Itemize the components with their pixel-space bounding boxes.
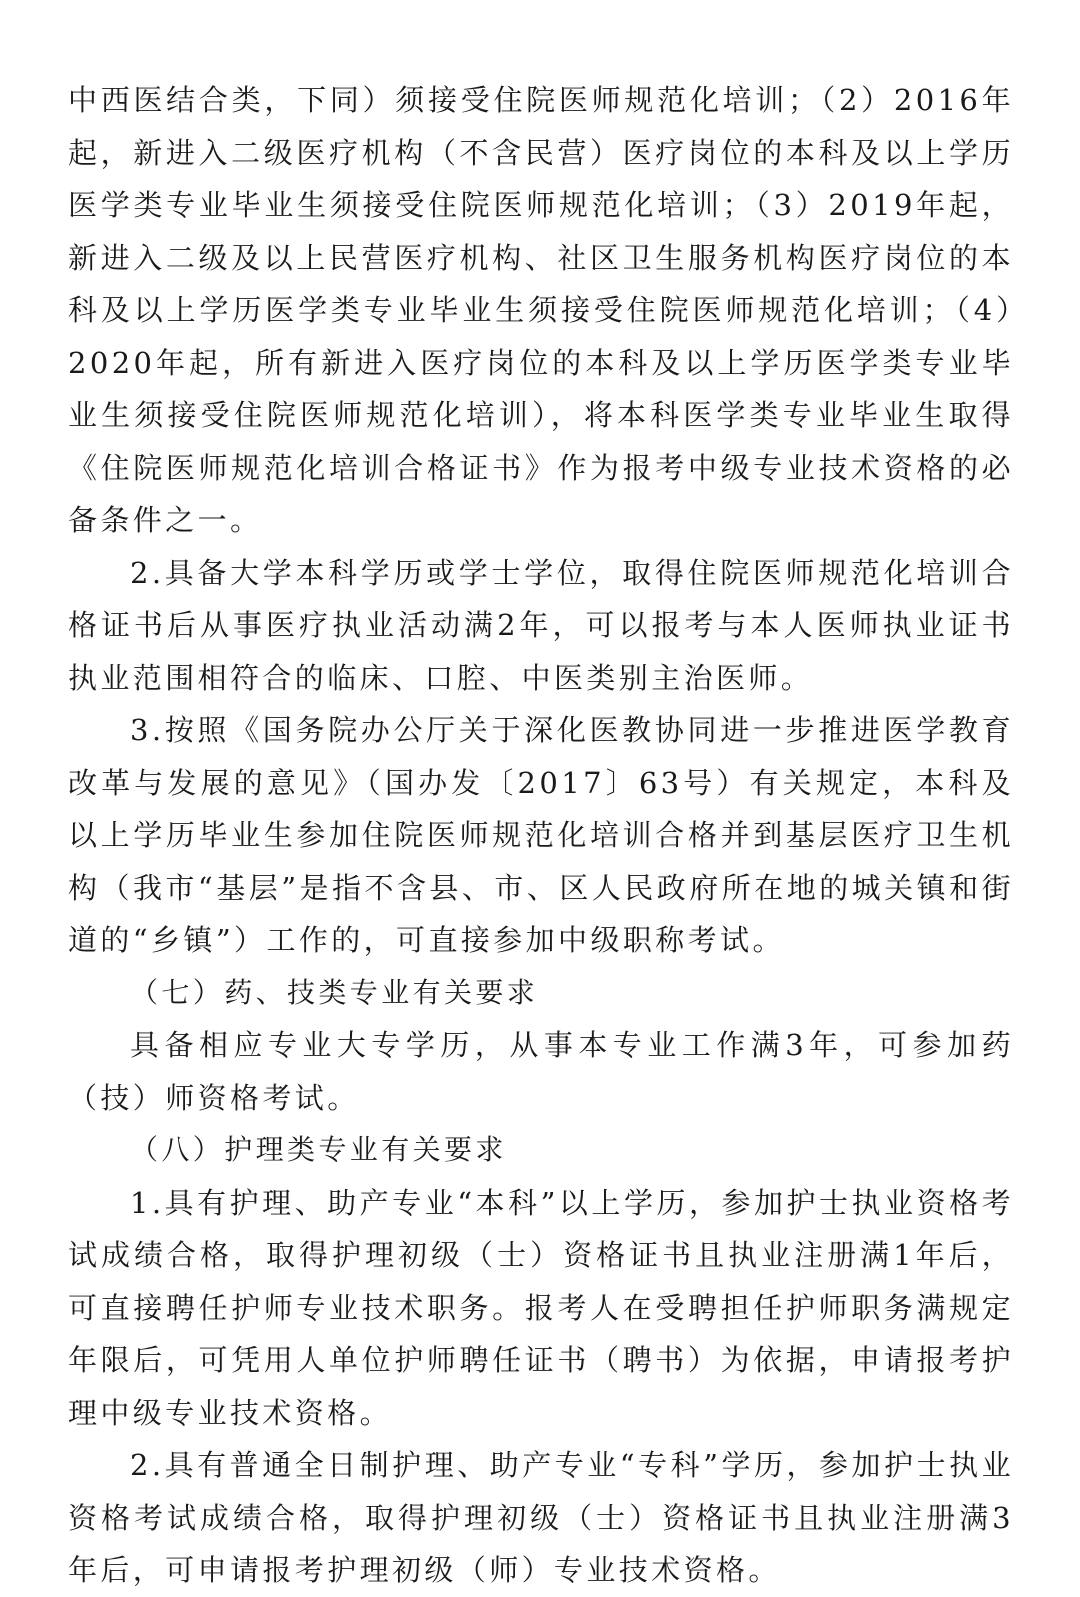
paragraph-nursing-item-2: 2.具有普通全日制护理、助产专业“专科”学历，参加护士执业资格考试成绩合格，取得护理初级（士）资格证书且执业注册满3年后，可申请报考护理初级（师）专业技术资格。 [68, 1448, 1014, 1587]
paragraph-training-requirements-continued: 中西医结合类，下同）须接受住院医师规范化培训；（2）2016年起，新进入二级医疗机构（不含民营）医疗岗位的本科及以上学历医学类专业毕业生须接受住院医师规范化培训；（3）2019年起，新进入二级及以上民营医疗机构、社区卫生服务机构医疗岗位的本科及以上学历医学类专业毕业生须接受住院医师规范化培训；（4）2020年起，所有新进入医疗岗位的本科及以上学历医学类专业毕业生须接受住院医师规范化培训），将本科医学类专业毕业生取得《住院医师规范化培训合格证书》作为报考中级专业技术资格的必备条件之一。 [68, 83, 1014, 537]
paragraph-nursing-item-1: 1.具有护理、助产专业“本科”以上学历，参加护士执业资格考试成绩合格，取得护理初级（士）资格证书且执业注册满1年后，可直接聘任护师专业技术职务。报考人在受聘担任护师职务满规定年限后，可凭用人单位护师聘任证书（聘书）为依据，申请报考护理中级专业技术资格。 [68, 1185, 1014, 1430]
paragraph-item-3-grassroots-exam: 3.按照《国务院办公厅关于深化医教协同进一步推进医学教育改革与发展的意见》（国办发〔2017〕63号）有关规定，本科及以上学历毕业生参加住院医师规范化培训合格并到基层医疗卫生机构（我市“基层”是指不含县、市、区人民政府所在地的城关镇和街道的“乡镇”）工作的，可直接参加中级职称考试。 [68, 713, 1014, 957]
paragraph-pharmacy-requirement: 具备相应专业大专学历，从事本专业工作满3年，可参加药（技）师资格考试。 [68, 1028, 1014, 1115]
section-heading-nursing: （八）护理类专业有关要求 [130, 1133, 507, 1166]
paragraph-item-2-attending-physician: 2.具备大学本科学历或学士学位，取得住院医师规范化培训合格证书后从事医疗执业活动满2年，可以报考与本人医师执业证书执业范围相符合的临床、口腔、中医类别主治医师。 [68, 555, 1014, 695]
document-page [68, 74, 1014, 1597]
section-heading-pharmacy-technical: （七）药、技类专业有关要求 [130, 975, 539, 1009]
